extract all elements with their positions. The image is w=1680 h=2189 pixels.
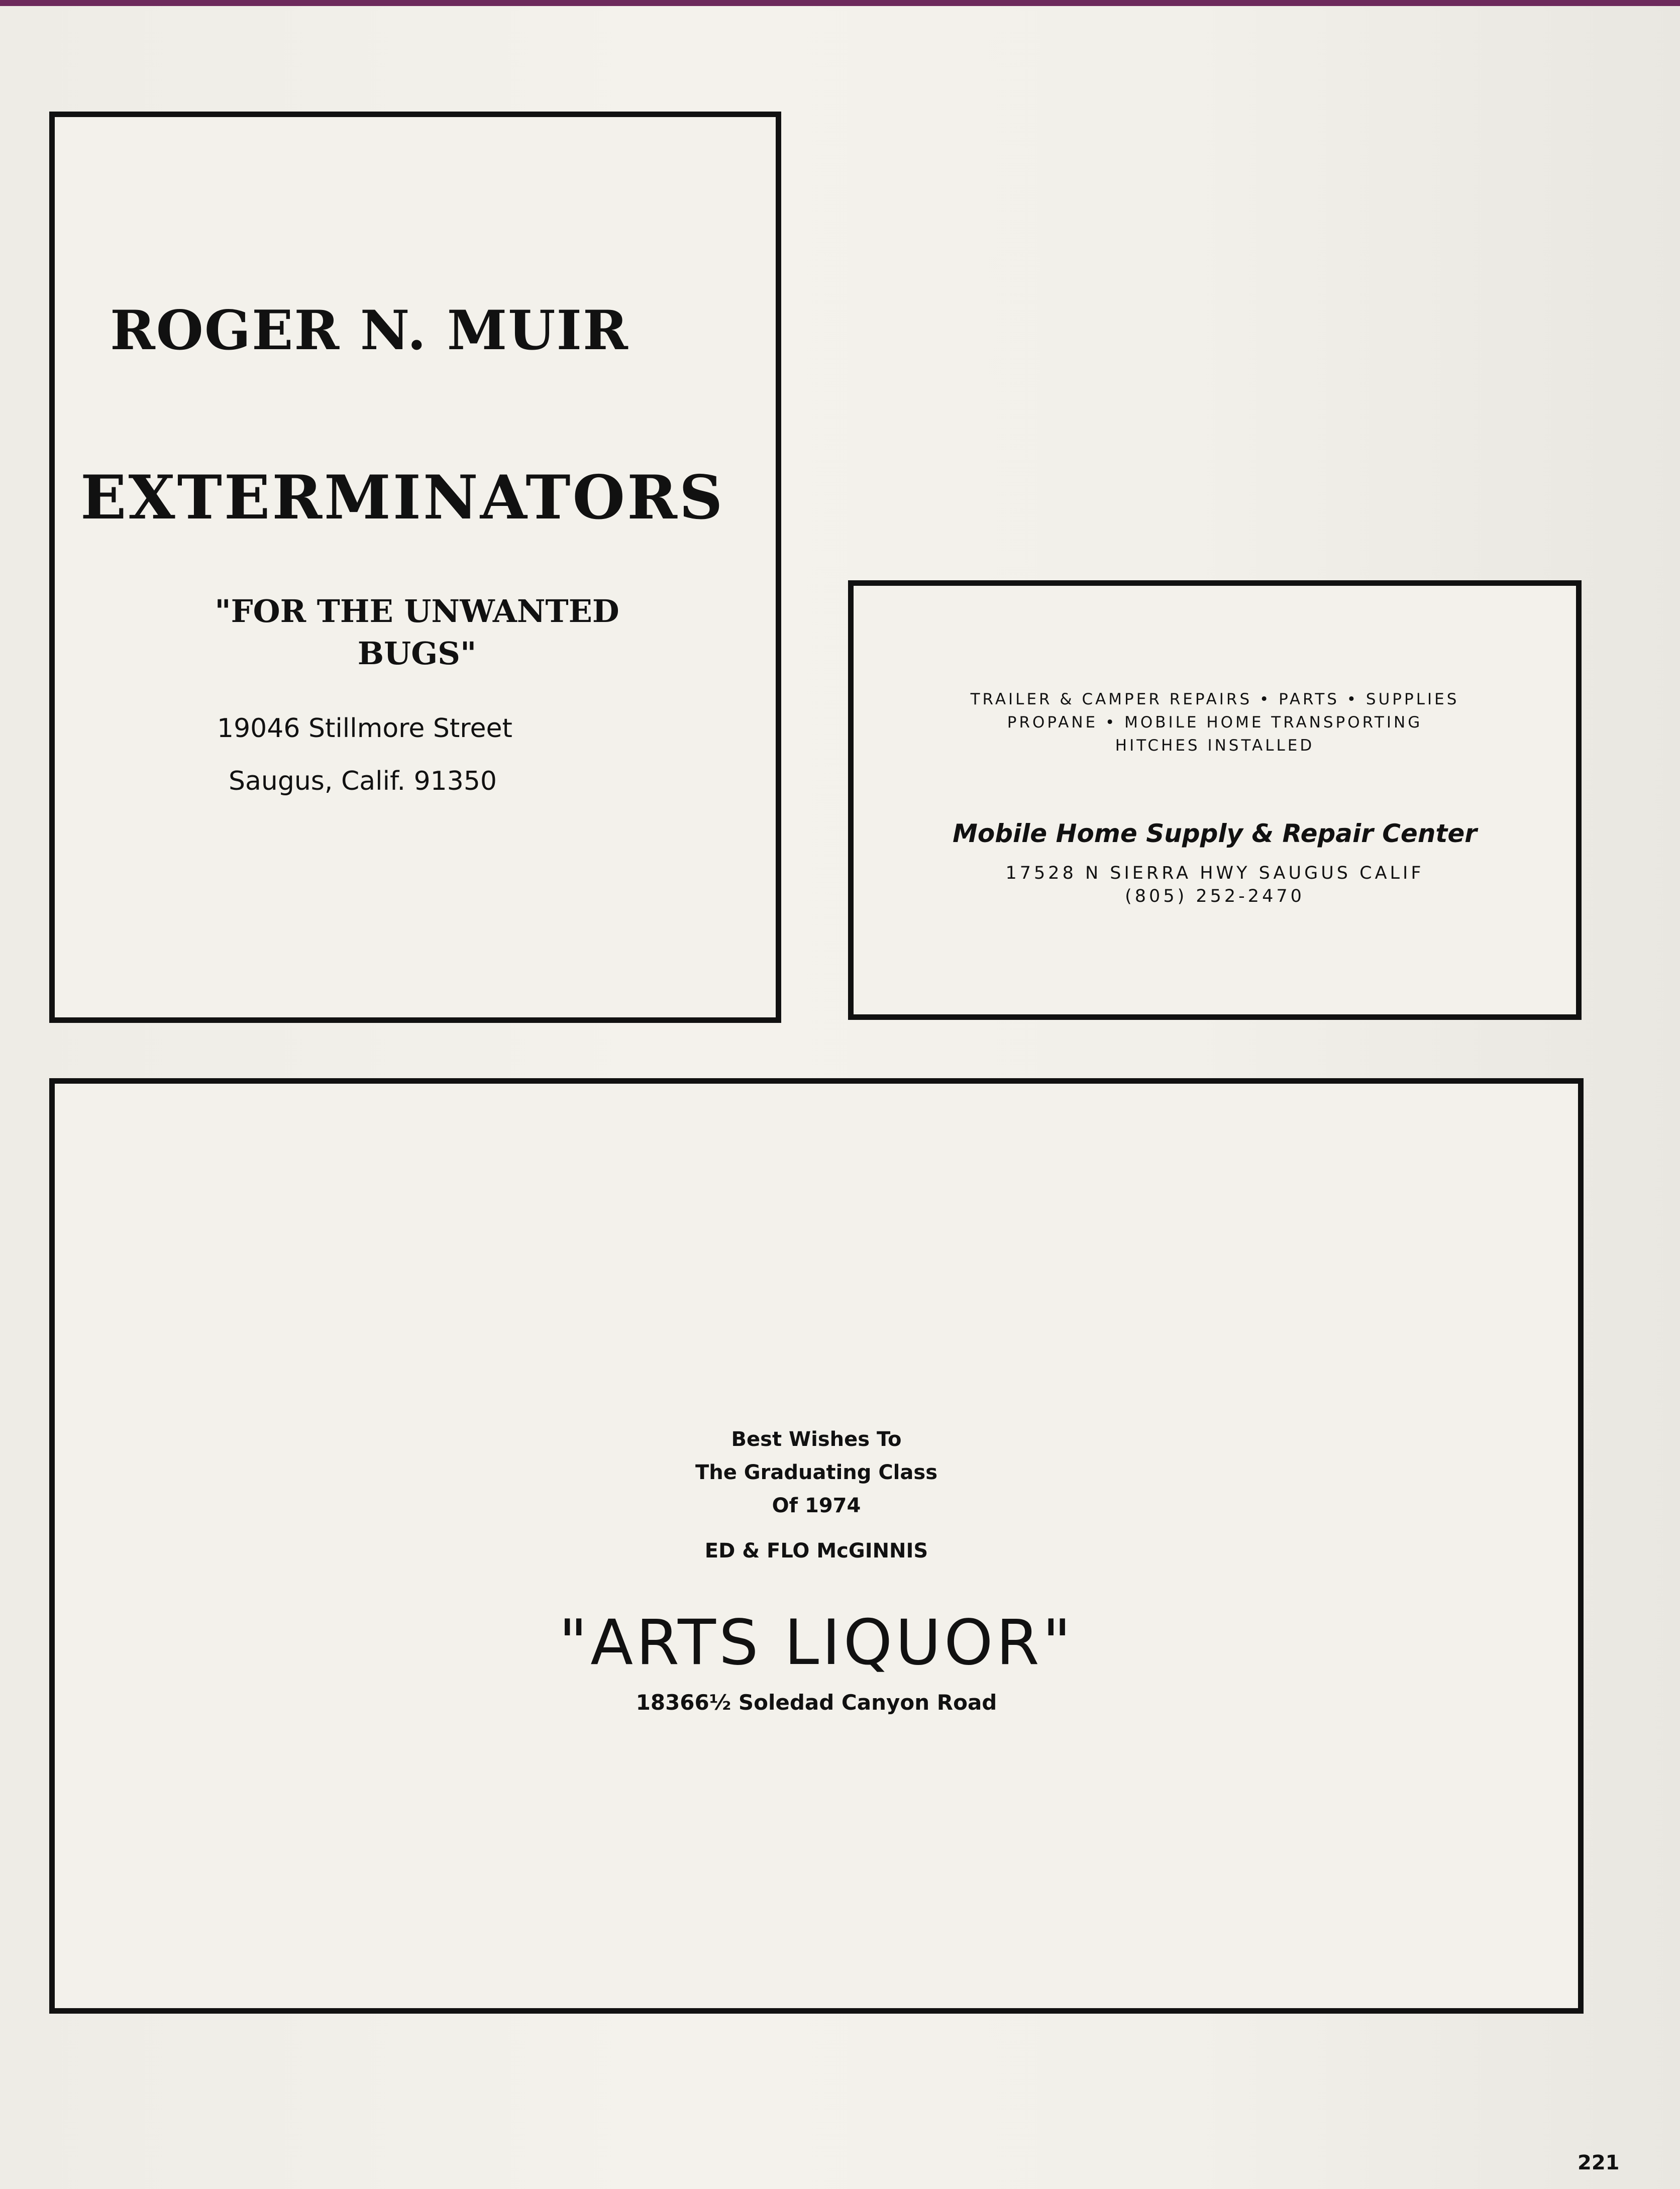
ad-mobile-phone: (805) 252-2470 <box>1125 886 1305 906</box>
ad-muir-street: 19046 Stillmore Street <box>217 713 512 744</box>
ad-liquor-wishes-line1: Best Wishes To <box>731 1428 902 1451</box>
ad-mobile-services-line3: HITCHES INSTALLED <box>1115 737 1315 755</box>
ad-mobile-services-line2: PROPANE • MOBILE HOME TRANSPORTING <box>1007 713 1423 732</box>
ad-liquor-name: "ARTS LIQUOR" <box>559 1607 1074 1679</box>
ad-liquor-owners: ED & FLO McGINNIS <box>704 1539 928 1562</box>
page-number: 221 <box>1578 2151 1620 2174</box>
ad-roger-muir-box <box>49 112 781 1023</box>
ad-mobile-address: 17528 N SIERRA HWY SAUGUS CALIF <box>1005 863 1424 883</box>
ad-muir-slogan: "FOR THE UNWANTED BUGS" <box>215 593 619 672</box>
ad-liquor-wishes-line3: Of 1974 <box>772 1494 861 1517</box>
ad-liquor-address: 18366½ Soledad Canyon Road <box>636 1690 997 1715</box>
ad-liquor-wishes-line2: The Graduating Class <box>695 1461 937 1484</box>
page-edge-stripe <box>0 0 1680 6</box>
ad-mobile-home-box <box>848 580 1582 1020</box>
ad-muir-name: ROGER N. MUIR <box>110 299 629 362</box>
ad-muir-city: Saugus, Calif. 91350 <box>229 766 497 796</box>
ad-muir-title: EXTERMINATORS <box>80 462 725 533</box>
ad-mobile-services-line1: TRAILER & CAMPER REPAIRS • PARTS • SUPPLIES <box>970 690 1459 708</box>
ad-mobile-name: Mobile Home Supply & Repair Center <box>953 819 1477 848</box>
